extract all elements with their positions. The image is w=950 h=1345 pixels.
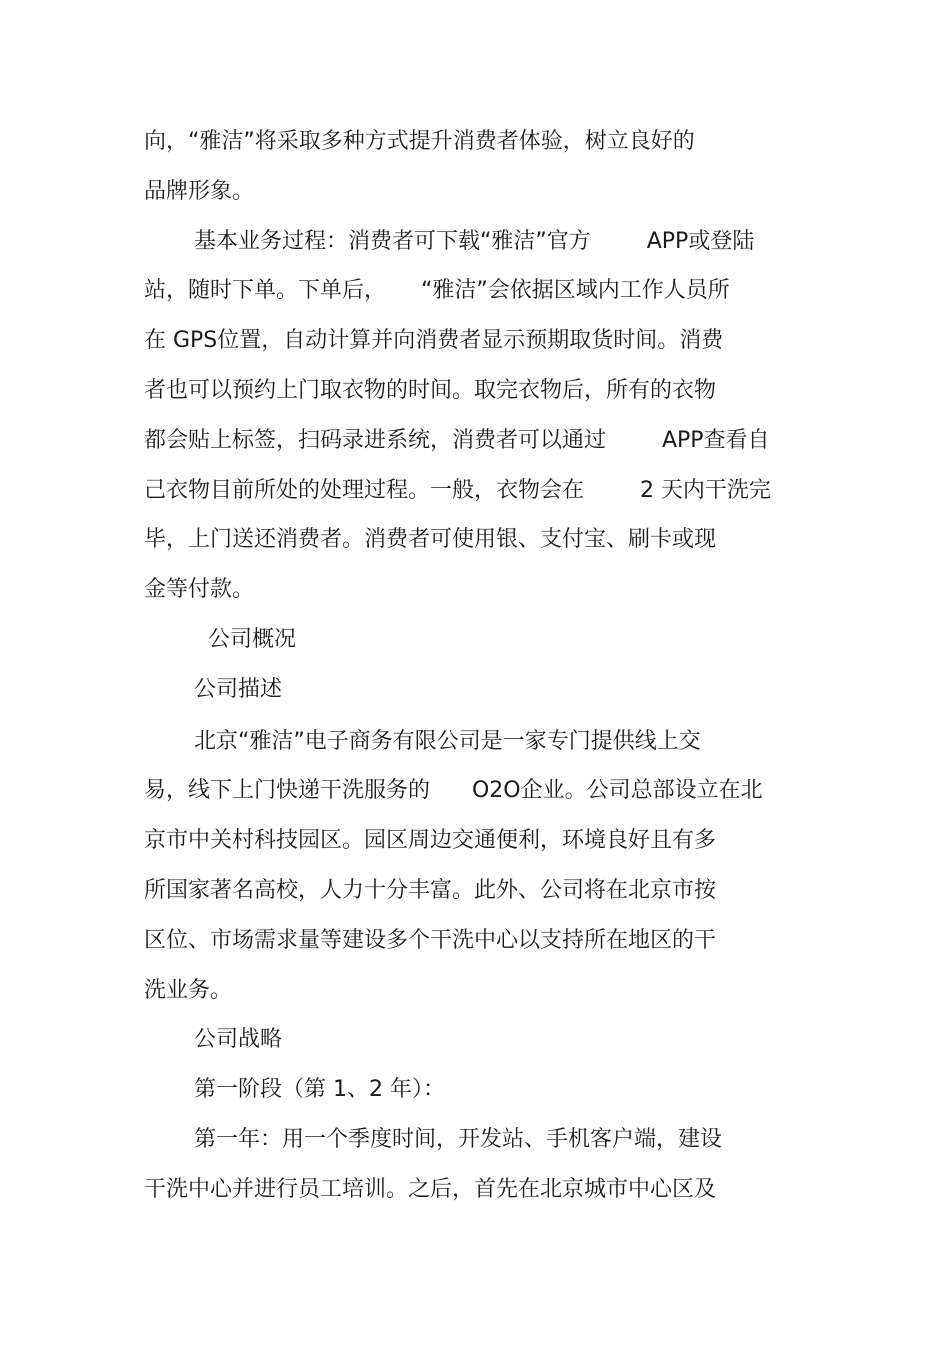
paragraph-line: 在 GPS位置，自动计算并向消费者显示预期取货时间。消费	[144, 328, 724, 353]
paragraph-line: 金等付款。	[144, 577, 255, 602]
paragraph-line: 向，“雅洁”将采取多种方式提升消费者体验，树立良好的	[144, 129, 695, 154]
paragraph-line: 品牌形象。	[144, 179, 255, 204]
paragraph-line: 所国家著名高校，人力十分丰富。此外、公司将在北京市按	[144, 878, 717, 903]
paragraph-line: 区位、市场需求量等建设多个干洗中心以支持所在地区的干	[144, 928, 717, 953]
paragraph-line: 者也可以预约上门取衣物的时间。取完衣物后，所有的衣物	[144, 378, 717, 403]
section-heading: 第一阶段（第 1、2 年）：	[194, 1077, 445, 1102]
section-heading: 公司描述	[194, 677, 283, 702]
paragraph-line: 京市中关村科技园区。园区周边交通便利，环境良好且有多	[144, 828, 717, 853]
section-heading: 公司战略	[194, 1027, 283, 1052]
paragraph-line: 基本业务过程：消费者可下载“雅洁”官方 APP或登陆	[194, 229, 755, 254]
section-heading: 公司概况	[208, 627, 297, 652]
paragraph-line: 第一年：用一个季度时间，开发站、手机客户端，建设	[194, 1127, 723, 1152]
paragraph-line: 干洗中心并进行员工培训。之后，首先在北京城市中心区及	[144, 1177, 717, 1202]
paragraph-line: 北京“雅洁”电子商务有限公司是一家专门提供线上交	[194, 729, 701, 754]
paragraph-line: 毕，上门送还消费者。消费者可使用银、支付宝、刷卡或现	[144, 527, 717, 552]
paragraph-line: 站，随时下单。下单后， “雅洁”会依据区域内工作人员所	[144, 278, 730, 303]
paragraph-line: 洗业务。	[144, 978, 233, 1003]
paragraph-line: 都会贴上标签，扫码录进系统，消费者可以通过 APP查看自	[144, 428, 770, 453]
paragraph-line: 己衣物目前所处的处理过程。一般，衣物会在 2 天内干洗完	[144, 478, 771, 503]
paragraph-line: 易，线下上门快递干洗服务的 O2O企业。公司总部设立在北	[144, 778, 763, 803]
